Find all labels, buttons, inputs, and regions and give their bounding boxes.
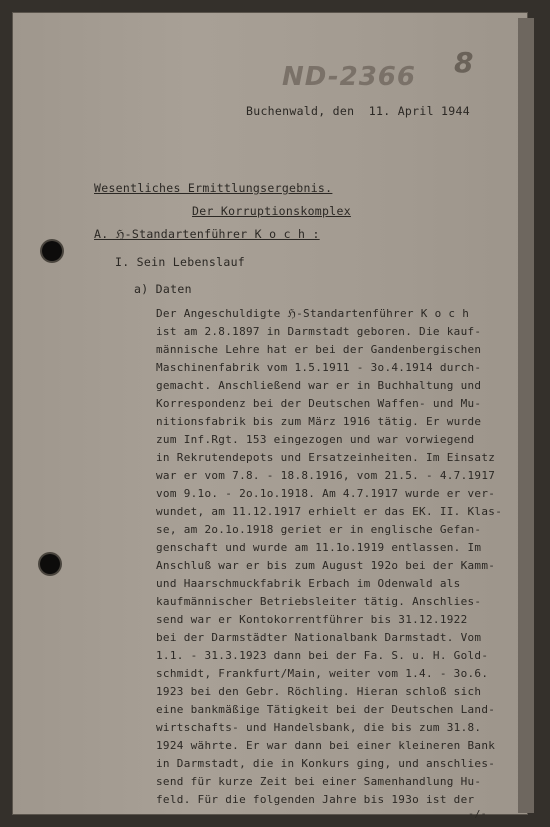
heading-person: A. ℌ-Standartenführer K o c h : (94, 227, 320, 241)
continuation-mark: -/- (468, 809, 487, 820)
body-line: in Darmstadt, die in Konkurs ging, und anschlies- (156, 757, 496, 770)
body-line: send war er Kontokorrentführer bis 31.12.1922 (156, 613, 468, 626)
body-line: schmidt, Frankfurt/Main, weiter vom 1.4. - 3o.6. (156, 667, 489, 680)
body-line: vom 9.1o. - 2o.1o.1918. Am 4.7.1917 wurde er ver- (156, 487, 496, 500)
body-line: war er vom 7.8. - 18.8.1916, vom 21.5. - 4.7.1917 (156, 469, 496, 482)
body-line: feld. Für die folgenden Jahre bis 193o ist der (156, 793, 475, 806)
place-date: Buchenwald, den 11. April 1944 (246, 104, 470, 118)
heading-main: Wesentliches Ermittlungsergebnis. (94, 181, 333, 195)
body-line: 1924 währte. Er war dann bei einer kleineren Bank (156, 739, 496, 752)
page-edge-strip (518, 18, 534, 813)
body-line: se, am 2o.1o.1918 geriet er in englische Gefan- (156, 523, 482, 536)
body-line: genschaft und wurde am 11.1o.1919 entlassen. Im (156, 541, 482, 554)
body-line: zum Inf.Rgt. 153 eingezogen und war vorwiegend (156, 433, 475, 446)
body-line: gemacht. Anschließend war er in Buchhaltung und (156, 379, 482, 392)
punch-hole-bottom (40, 554, 60, 574)
subsection-title: a) Daten (134, 282, 192, 296)
archive-stamp: ND-2366 (282, 62, 416, 92)
body-line: eine bankmäßige Tätigkeit bei der Deutschen Land- (156, 703, 496, 716)
body-line: ist am 2.8.1897 in Darmstadt geboren. Die kauf- (156, 325, 482, 338)
body-line: Korrespondenz bei der Deutschen Waffen- und Mu- (156, 397, 482, 410)
body-line: wirtschafts- und Handelsbank, die bis zum 31.8. (156, 721, 482, 734)
body-line: nitionsfabrik bis zum März 1916 tätig. Er wurde (156, 415, 482, 428)
body-line: wundet, am 11.12.1917 erhielt er das EK. II. Klas- (156, 505, 503, 518)
punch-hole-top (42, 241, 62, 261)
body-line: bei der Darmstädter Nationalbank Darmstadt. Vom (156, 631, 482, 644)
body-line: Maschinenfabrik vom 1.5.1911 - 3o.4.1914 durch- (156, 361, 482, 374)
body-line: 1.1. - 31.3.1923 dann bei der Fa. S. u. H. Gold- (156, 649, 489, 662)
body-line: in Rekrutendepots und Ersatzeinheiten. Im Einsatz (156, 451, 496, 464)
body-line: männische Lehre hat er bei der Gandenbergischen (156, 343, 482, 356)
body-line: 1923 bei den Gebr. Röchling. Hieran schloß sich (156, 685, 482, 698)
body-line: Anschluß war er bis zum August 192o bei der Kamm- (156, 559, 496, 572)
body-line: Der Angeschuldigte ℌ-Standartenführer K o c h (156, 307, 470, 320)
page-number: 8 (454, 46, 474, 79)
body-line: und Haarschmuckfabrik Erbach im Odenwald als (156, 577, 461, 590)
heading-sub: Der Korruptionskomplex (192, 204, 351, 218)
body-line: send für kurze Zeit bei einer Samenhandlung Hu- (156, 775, 482, 788)
section-title: I. Sein Lebenslauf (115, 255, 246, 269)
body-line: kaufmännischer Betriebsleiter tätig. Anschlies- (156, 595, 482, 608)
